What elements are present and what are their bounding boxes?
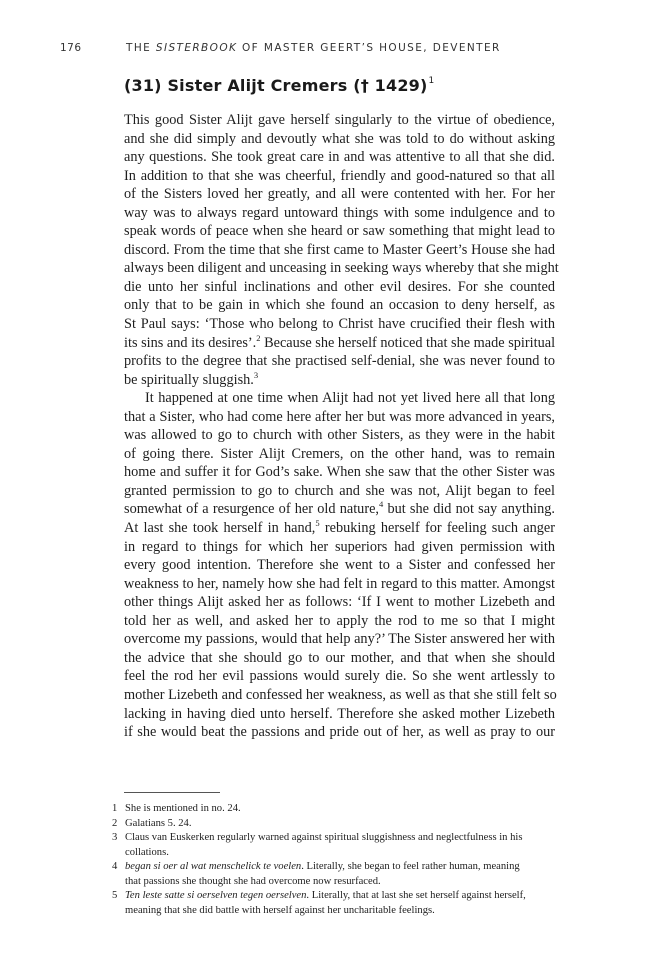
text-line-content: It happened at one time when Alijt had not yet lived here all that long [145, 390, 555, 407]
footnote-line [125, 875, 556, 890]
footnote-line-text: . Literally, that at last she set herself against herself, [306, 890, 526, 901]
text-line-content: home and suffer it for God’s sake. When she saw that the other Sister was [124, 464, 555, 481]
text-line [124, 241, 555, 260]
text-line [124, 630, 555, 649]
footnote-number: 5 [112, 890, 118, 901]
text-line-content: only that to be gain in which she found an occasion to deny herself, as [124, 297, 555, 314]
text-line [124, 538, 555, 557]
footnote-line-text: that passions she thought she had overcome now resurfaced. [125, 875, 381, 887]
text-line-content: This good Sister Alijt gave herself singularly to the virtue of obedience, [124, 112, 555, 128]
text-line-content: speak words of peace when she heard or saw something that might lead to [124, 223, 555, 240]
footnote [112, 860, 556, 889]
text-line-content: and she did simply and devoutly what she was told to do without asking [124, 130, 555, 147]
text-line-content: of the Sisters loved her greatly, and all were contented with her. For her [124, 186, 555, 203]
text-line-continuation: but she did not say anything. [383, 501, 555, 518]
text-line-content: weakness to her, namely how she had felt in regard to this matter. Amongst [124, 575, 555, 592]
footnote-ref: 3 [253, 369, 259, 380]
text-line [124, 222, 555, 241]
text-line-content: of going there. Sister Alijt Cremers, on the other hand, was to remain [124, 445, 555, 462]
text-line [124, 686, 555, 705]
text-line-content: that a Sister, who had come here after her but was more advanced in years, [124, 408, 555, 425]
footnote-text [125, 831, 556, 860]
footnote-number: 3 [112, 832, 118, 843]
footnote-line [125, 831, 556, 846]
text-line-content: its sins and its desires’. [124, 334, 257, 351]
footnote-ref: 2 [256, 332, 261, 343]
text-line-content: somewhat of a resurgence of her old nature, [124, 501, 380, 518]
text-line [124, 259, 559, 278]
footnote-line-text: . Literally, she began to feel rather human, meaning [301, 861, 520, 872]
text-line-content: discord. From the time that she first came to Master Geert’s House she had [124, 241, 555, 258]
text-line [124, 296, 555, 315]
footnote-text [125, 817, 556, 832]
body-text [124, 111, 559, 742]
text-line-content: At last she took herself in hand, [124, 520, 316, 537]
footnote-italic: began si oer al wat menschelick te voelen [125, 861, 302, 872]
footnote-divider [124, 792, 220, 793]
text-line-content: the advice that she should go to our mother, and that when she should [124, 649, 555, 666]
text-line [124, 667, 555, 686]
text-line [124, 575, 555, 594]
text-line [124, 371, 555, 390]
text-line-content: in regard to things for which her superiors had given permission with [124, 538, 555, 555]
text-line [124, 593, 555, 612]
footnote-ref: 4 [379, 499, 384, 510]
text-line-content: way was to always regard untoward things with some indulgence and to [124, 204, 555, 221]
footnote-text [125, 860, 556, 889]
chapter-title [124, 76, 434, 95]
chapter-title-text: (31) Sister Alijt Cremers († 1429) [124, 76, 428, 95]
footnote-number: 4 [112, 861, 118, 872]
text-line-content: St Paul says: ‘Those who belong to Christ have crucified their flesh with [124, 316, 555, 333]
text-line-content: overcome my passions, would that help any?’ The Sister answered her with [124, 631, 555, 648]
text-line-content: was allowed to go to church with other Sisters, as they were in the habit [124, 427, 555, 444]
text-line-content: if she would beat the passions and pride out of her, as well as pray to our [124, 724, 555, 741]
text-line [124, 167, 555, 186]
text-line-content: every good intention. Therefore she went to a Sister and confessed her [124, 557, 555, 574]
text-line [124, 426, 555, 445]
text-line [124, 705, 555, 724]
footnote-line [125, 860, 556, 875]
text-line-continuation: Because she herself noticed that she made spiritual [260, 334, 556, 351]
footnote [112, 817, 556, 832]
text-line-content: In addition to that she was cheerful, friendly and good-natured so that all [124, 167, 555, 184]
footnote-line [125, 817, 556, 832]
text-line [124, 482, 555, 501]
text-line [124, 408, 555, 427]
text-line [124, 315, 555, 334]
text-line [124, 111, 555, 130]
text-line [124, 204, 555, 223]
footnote-line [125, 802, 556, 817]
text-line [124, 130, 555, 149]
text-line [124, 148, 555, 167]
text-line-continuation: rebuking herself for feeling such anger [319, 520, 555, 537]
footnote-number: 1 [112, 803, 118, 814]
text-line [124, 445, 555, 464]
running-head-title-prefix: THE [126, 42, 156, 54]
text-line [124, 463, 555, 482]
text-line-content: granted permission to go to church and she was not, Alijt began to feel [124, 482, 555, 499]
text-line [124, 649, 555, 668]
footnote-italic: Ten leste satte si oerselven tegen oerselven [125, 890, 307, 901]
text-line [124, 389, 555, 408]
footnote-line-text: She is mentioned in no. 24. [125, 803, 241, 814]
footnote [112, 831, 556, 860]
footnote-line-text: collations. [125, 846, 169, 858]
text-line [124, 185, 555, 204]
text-line [124, 278, 555, 297]
footnote-line-text: meaning that she did battle with herself against her uncharitable feelings. [125, 904, 435, 916]
text-line-content: lacking in having died unto herself. Therefore she asked mother Lizebeth [124, 705, 555, 722]
text-line [124, 334, 555, 353]
text-line-content: be spiritually sluggish. [124, 371, 254, 388]
text-line-content: always been diligent and unceasing in seeking ways whereby that she might [124, 260, 559, 277]
text-line [124, 723, 555, 742]
footnote-text [125, 802, 556, 817]
text-line [124, 500, 555, 519]
footnote [112, 802, 556, 817]
running-head [60, 42, 610, 54]
footnote-line-text: Galatians 5. 24. [125, 817, 192, 829]
footnote-line [125, 904, 556, 919]
text-line [124, 556, 555, 575]
text-line [124, 519, 555, 538]
text-line-content: told her as well, and asked her to apply the rod to me so that I might [124, 612, 555, 629]
footnote-text [125, 889, 556, 918]
footnote-line [125, 889, 556, 904]
text-line-content: die unto her sinful inclinations and other evil desires. For she counted [124, 278, 555, 295]
footnote [112, 889, 556, 918]
text-line-content: any questions. She took great care in and was attentive to all that she did. [124, 149, 555, 166]
text-line-content: profits to the degree that she practised self-denial, she was never found to [124, 353, 555, 370]
text-line-content: mother Lizebeth and confessed her weakness, as well as that she still felt so [124, 686, 557, 703]
footnote-ref: 5 [315, 518, 320, 529]
running-head-title-suffix: OF MASTER GEERT’S HOUSE, DEVENTER [237, 42, 501, 54]
text-line [124, 352, 555, 371]
footnotes [112, 802, 556, 918]
running-head-title-italic: SISTERBOOK [155, 42, 238, 54]
footnote-line [125, 846, 556, 861]
footnote-ref: 1 [428, 76, 435, 86]
footnote-line-text: Claus van Euskerken regularly warned against spiritual sluggishness and neglectfulness in his [125, 832, 523, 843]
text-line-content: feel the rod her evil passions would surely die. So she went artlessly to [124, 668, 555, 685]
page-number: 176 [60, 42, 82, 54]
text-line-content: other things Alijt asked her as follows: ‘If I went to mother Lizebeth and [124, 594, 555, 611]
text-line [124, 612, 555, 631]
footnote-number: 2 [112, 817, 118, 829]
